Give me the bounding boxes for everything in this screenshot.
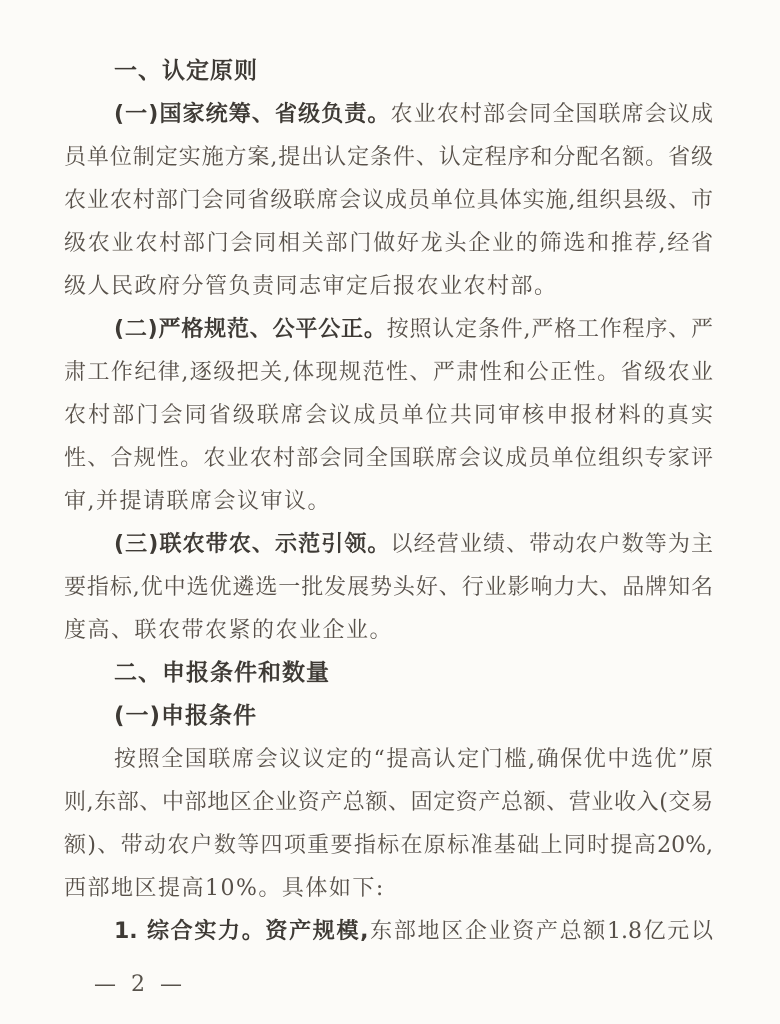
body-text: 额)、带动农户数等四项重要指标在原标准基础上同时提高20%, [64,833,713,858]
text-line [64,437,713,480]
body-text: 度高、联农带农紧的农业企业。 [64,618,394,643]
page-number: — 2 — [94,972,186,997]
text-line [64,609,713,652]
text-line [64,738,713,781]
text-line [64,136,713,179]
bold-lead-text: 1. 综合实力。资产规模, [114,919,369,944]
text-line [64,781,713,824]
section-heading: (一)申报条件 [114,703,258,729]
body-text: 农业农村部门会同省级联席会议成员单位具体实施,组织县级、市 [64,188,713,213]
text-line [64,351,713,394]
body-text: 肃工作纪律,逐级把关,体现规范性、严肃性和公正性。省级农业 [64,360,713,385]
body-text: 级农业农村部门会同相关部门做好龙头企业的筛选和推荐,经省 [64,231,713,256]
text-line [64,308,713,351]
body-text: 则,东部、中部地区企业资产总额、固定资产总额、营业收入(交易 [64,790,713,815]
body-text: 审,并提请联席会议审议。 [64,489,331,514]
text-line [64,824,713,867]
body-text: 农业农村部会同全国联席会议成 [390,102,713,127]
text-line [64,566,713,609]
text-line [64,394,713,437]
bold-lead-text: (三)联农带农、示范引领。 [114,532,391,557]
text-line [64,523,713,566]
body-text: 农村部门会同省级联席会议成员单位共同审核申报材料的真实 [64,403,713,428]
body-text: 按照认定条件,严格工作程序、严 [386,317,713,342]
bold-lead-text: (二)严格规范、公平公正。 [114,317,387,342]
section-heading: 二、申报条件和数量 [114,660,330,686]
text-line [64,265,713,308]
body-text: 东部地区企业资产总额1.8亿元以 [368,919,713,944]
body-text: 按照全国联席会议议定的“提高认定门槛,确保优中选优”原 [114,747,713,772]
document-body [64,50,713,953]
section-heading: 一、认定原则 [114,58,258,84]
text-line [64,93,713,136]
body-text: 级人民政府分管负责同志审定后报农业农村部。 [64,274,558,299]
bold-lead-text: (一)国家统筹、省级负责。 [114,102,391,127]
text-line [64,179,713,222]
body-text: 性、合规性。农业农村部会同全国联席会议成员单位组织专家评 [64,446,713,471]
text-line [64,222,713,265]
body-text: 员单位制定实施方案,提出认定条件、认定程序和分配名额。省级 [64,145,713,170]
body-text: 要指标,优中选优遴选一批发展势头好、行业影响力大、品牌知名 [64,575,713,600]
text-line [64,480,713,523]
text-line [64,867,713,910]
text-line [64,910,713,953]
body-text: 西部地区提高10%。具体如下: [64,876,385,901]
body-text: 以经营业绩、带动农户数等为主 [390,532,713,557]
